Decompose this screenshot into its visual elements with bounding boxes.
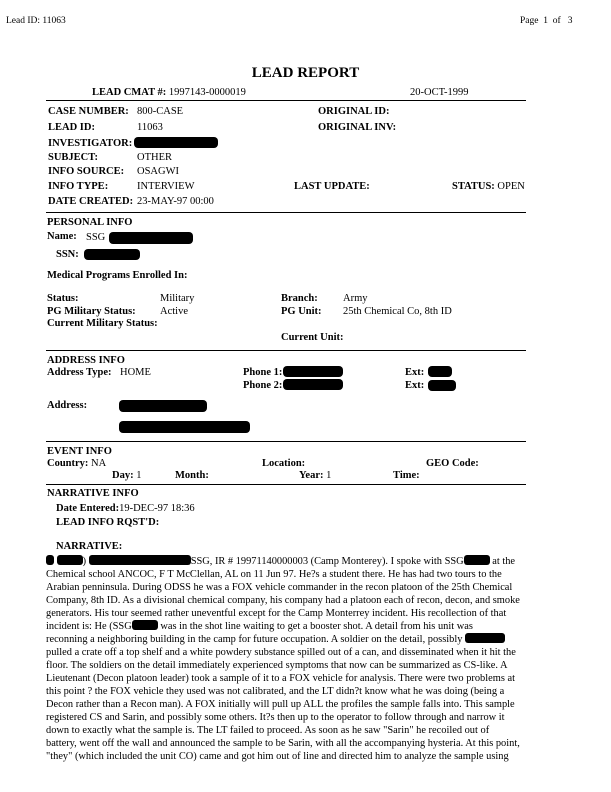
- branch-value: Army: [343, 293, 368, 304]
- redaction: [428, 380, 456, 391]
- divider: [46, 441, 526, 442]
- narrative-text: was in the shot line waiting to get a booster shot. A detail from his unit was: [160, 621, 473, 632]
- redaction: [134, 137, 218, 148]
- redaction: [119, 421, 250, 433]
- narrative-label: NARRATIVE:: [56, 541, 123, 552]
- geo-code-label: GEO Code:: [426, 458, 479, 469]
- date-created-value: 23-MAY-97 00:00: [137, 196, 214, 207]
- divider: [46, 484, 526, 485]
- lead-info-requested-label: LEAD INFO RQST'D:: [56, 517, 160, 528]
- subject-label: SUBJECT:: [48, 152, 98, 163]
- address-type-value: HOME: [120, 367, 151, 378]
- narrative-info-heading: NARRATIVE INFO: [47, 488, 139, 499]
- subject-value: OTHER: [137, 152, 172, 163]
- redaction: [132, 620, 158, 630]
- cmat-value: 1997143-0000019: [168, 87, 246, 98]
- narrative-text: at the: [492, 556, 516, 567]
- redaction: [428, 366, 452, 377]
- info-source-label: INFO SOURCE:: [48, 166, 125, 177]
- country-value: NA: [91, 458, 107, 469]
- page-title: LEAD REPORT: [251, 65, 360, 81]
- narrative-line: floor. The soldiers on the detail immediately experienced symptoms that now can be summarized as CS-like. A: [46, 660, 508, 671]
- redaction: [283, 366, 343, 377]
- year-value: 1: [326, 470, 332, 481]
- year-field: [299, 470, 331, 481]
- narrative-text: reconning a neighboring building in the camp for future occupation. A soldier on the detail, possibly: [46, 634, 463, 645]
- narrative-line: this point ? the FOX vehicle they used was not calibrated, and the LT didn?t know what he was doing (being a: [46, 686, 505, 697]
- medical-programs-label: Medical Programs Enrolled In:: [47, 270, 188, 281]
- redaction: [464, 555, 490, 565]
- narrative-line: pulled a crate off a top shelf and a white powdery substance spilled out of a can, and disseminated when it hit the: [46, 647, 516, 658]
- ssn-label: SSN:: [56, 249, 79, 260]
- redaction: [84, 249, 140, 260]
- redaction: [46, 555, 54, 565]
- page-indicator: [520, 16, 573, 26]
- pg-military-status-value: Active: [160, 306, 188, 317]
- narrative-line: [46, 620, 524, 633]
- narrative-line: registered CS and Sarin, and possibly some others. It?s then up to the operator to follow through and narrow it: [46, 712, 505, 723]
- lead-id-value: 11063: [137, 122, 163, 133]
- date-entered-label: Date Entered:: [56, 503, 120, 514]
- date-entered-field: [56, 503, 195, 514]
- status-field: [452, 181, 525, 192]
- address-label: Address:: [47, 400, 88, 411]
- location-label: Location:: [262, 458, 306, 469]
- narrative-line: [46, 555, 524, 568]
- phone1-label: Phone 1:: [243, 367, 283, 378]
- date-created-label: DATE CREATED:: [48, 196, 134, 207]
- redaction: [465, 633, 505, 643]
- time-label: Time:: [393, 470, 420, 481]
- phone2-label: Phone 2:: [243, 380, 283, 391]
- redaction: [283, 379, 343, 390]
- pg-unit-label: PG Unit:: [281, 306, 322, 317]
- narrative-text: SSG, IR # 19971140000003 (Camp Monterey). I spoke with SSG: [190, 556, 464, 567]
- narrative-text: ): [82, 556, 87, 567]
- ext1-label: Ext:: [405, 367, 425, 378]
- divider: [46, 100, 526, 101]
- cmat-line: [92, 87, 246, 98]
- info-type-value: INTERVIEW: [137, 181, 195, 192]
- status-value: OPEN: [497, 181, 525, 192]
- narrative-line: down to exactly what the sample is. The LT failed to proceed. As soon as he saw "Sarin" he recoiled out of: [46, 725, 490, 736]
- personal-info-heading: PERSONAL INFO: [47, 217, 133, 228]
- redaction: [119, 400, 207, 412]
- current-military-status-label: Current Military Status:: [47, 318, 158, 329]
- info-type-label: INFO TYPE:: [48, 181, 109, 192]
- page-label: Page: [520, 16, 539, 26]
- day-field: [112, 470, 141, 481]
- redaction: [57, 555, 83, 565]
- narrative-line: battery, went off the wall and announced the sample to be Sarin, with all the accompanying hysteria. At this point,: [46, 738, 520, 749]
- last-update-label: LAST UPDATE:: [294, 181, 370, 192]
- divider: [46, 350, 526, 351]
- country-field: [47, 458, 106, 469]
- page-total: 3: [567, 16, 573, 26]
- year-label: Year:: [299, 470, 324, 481]
- report-date: 20-OCT-1999: [410, 87, 469, 98]
- divider: [46, 212, 526, 213]
- narrative-line: [46, 633, 524, 646]
- redaction: [109, 232, 193, 244]
- ext2-label: Ext:: [405, 380, 425, 391]
- original-inv-label: ORIGINAL INV:: [318, 122, 397, 133]
- pg-military-status-label: PG Military Status:: [47, 306, 136, 317]
- original-id-label: ORIGINAL ID:: [318, 106, 390, 117]
- branch-label: Branch:: [281, 293, 318, 304]
- narrative-line: "they" (which included the unit CO) came and got him out of line and directed him to analyze the sample using: [46, 751, 509, 762]
- redaction: [89, 555, 191, 565]
- military-status-label: Status:: [47, 293, 79, 304]
- country-label: Country:: [47, 458, 89, 469]
- page-number: 1: [543, 16, 548, 26]
- address-info-heading: ADDRESS INFO: [47, 355, 125, 366]
- day-label: Day:: [112, 470, 134, 481]
- name-label: Name:: [47, 231, 77, 242]
- lead-id-label: LEAD ID:: [48, 122, 95, 133]
- case-number-label: CASE NUMBER:: [48, 106, 129, 117]
- status-label: STATUS:: [452, 181, 495, 192]
- military-status-value: Military: [160, 293, 195, 304]
- narrative-text: incident is: He (SSG: [46, 621, 132, 632]
- address-type-label: Address Type:: [47, 367, 112, 378]
- narrative-line: generators. His tour seemed rather uneventful except for the Camp Monterrey incident. His recollection of that: [46, 608, 507, 619]
- case-number-value: 800-CASE: [137, 106, 184, 117]
- name-prefix: SSG: [86, 232, 106, 243]
- page-of: of: [552, 16, 561, 26]
- pg-unit-value: 25th Chemical Co, 8th ID: [343, 306, 452, 317]
- header-lead-id: Lead ID: 11063: [6, 16, 66, 26]
- day-value: 1: [136, 470, 142, 481]
- month-label: Month:: [175, 470, 209, 481]
- narrative-line: Company, 8th ID. As a divisional chemical company, his company had a platoon each of recon, decon, and smoke: [46, 595, 520, 606]
- narrative-line: Chemical school ANCOC, F T McClellan, AL on 11 Jun 97. He?s a student there. He has had two tours to the: [46, 569, 502, 580]
- current-unit-label: Current Unit:: [281, 332, 344, 343]
- event-info-heading: EVENT INFO: [47, 446, 112, 457]
- narrative-body: [46, 555, 524, 763]
- narrative-line: Decon rather than a Recon man). A FOX initially will pull up ALL the profiles the sample falls into. This sample: [46, 699, 515, 710]
- investigator-label: INVESTIGATOR:: [48, 138, 133, 149]
- narrative-line: Arabian penninsula. During ODSS he was a FOX vehicle commander in the recon platoon of the 25th Chemical: [46, 582, 513, 593]
- date-entered-value: 19-DEC-97 18:36: [119, 503, 195, 514]
- cmat-label: LEAD CMAT #:: [92, 87, 167, 98]
- info-source-value: OSAGWI: [137, 166, 179, 177]
- narrative-line: Lieutenant (Decon platoon leader) took a sample of it to a FOX vehicle for analysis. There were two problems at: [46, 673, 515, 684]
